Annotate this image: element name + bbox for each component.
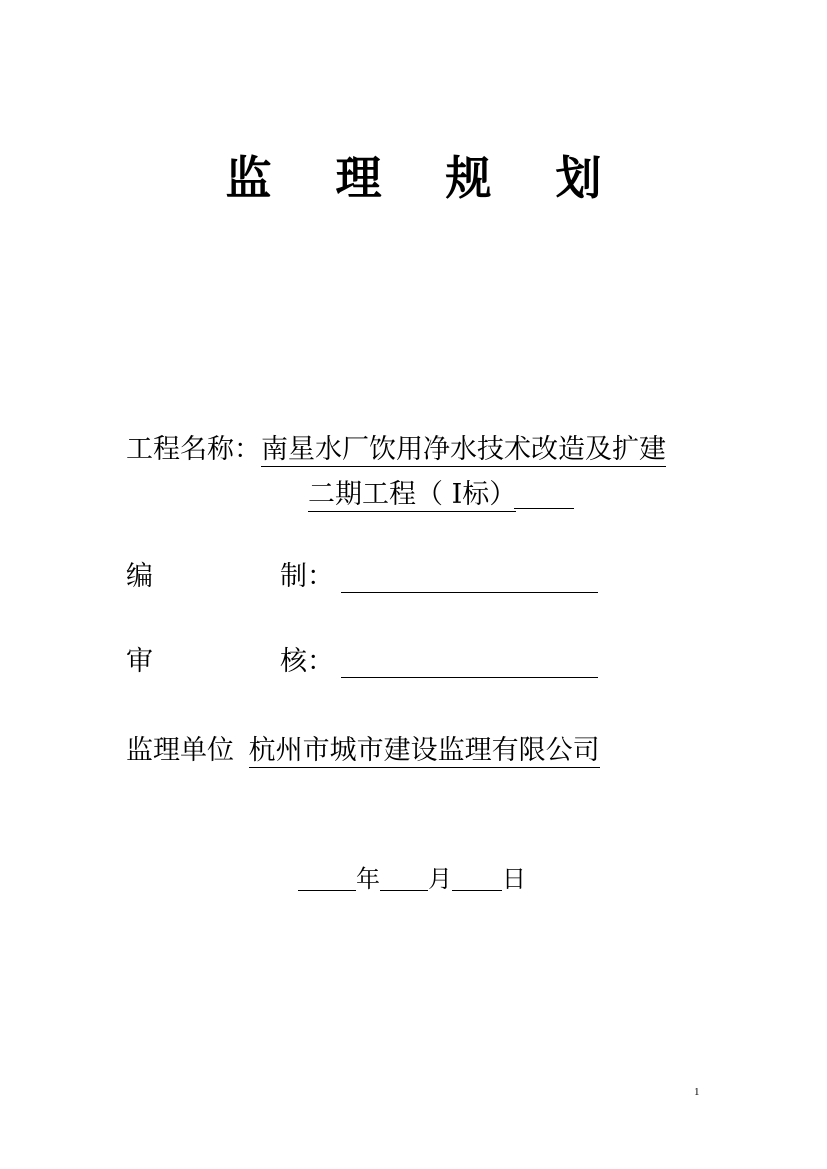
page-number: 1	[694, 1086, 700, 1098]
supervisor-company: 杭州市城市建设监理有限公司	[248, 735, 600, 766]
project-underline-tail	[514, 478, 574, 509]
reviewer-label-char1: 审	[126, 646, 153, 677]
reviewer-blank-line	[341, 677, 598, 678]
month-blank	[380, 864, 428, 891]
day-blank	[452, 864, 502, 891]
project-name-first: 南星水厂饮用净水技术改造及扩建	[261, 434, 666, 465]
project-label: 工程名称：	[126, 434, 261, 465]
compiler-label-char2: 制：	[280, 561, 334, 592]
date-row	[298, 864, 526, 894]
project-name-line2	[308, 478, 574, 512]
project-name-second: 二期工程（ Ⅰ标）	[308, 479, 517, 510]
compiler-label-char1: 编	[126, 561, 153, 592]
year-label: 年	[356, 865, 380, 893]
compiler-blank-line	[341, 592, 598, 593]
month-label: 月	[428, 865, 452, 893]
day-label: 日	[502, 865, 526, 893]
supervisor-label: 监理单位	[126, 735, 234, 766]
project-name-line1	[126, 433, 666, 467]
year-blank	[298, 864, 356, 891]
document-title: 监 理 规 划	[225, 151, 626, 205]
supervisor-row	[126, 734, 600, 768]
reviewer-label-char2: 核：	[280, 646, 334, 677]
